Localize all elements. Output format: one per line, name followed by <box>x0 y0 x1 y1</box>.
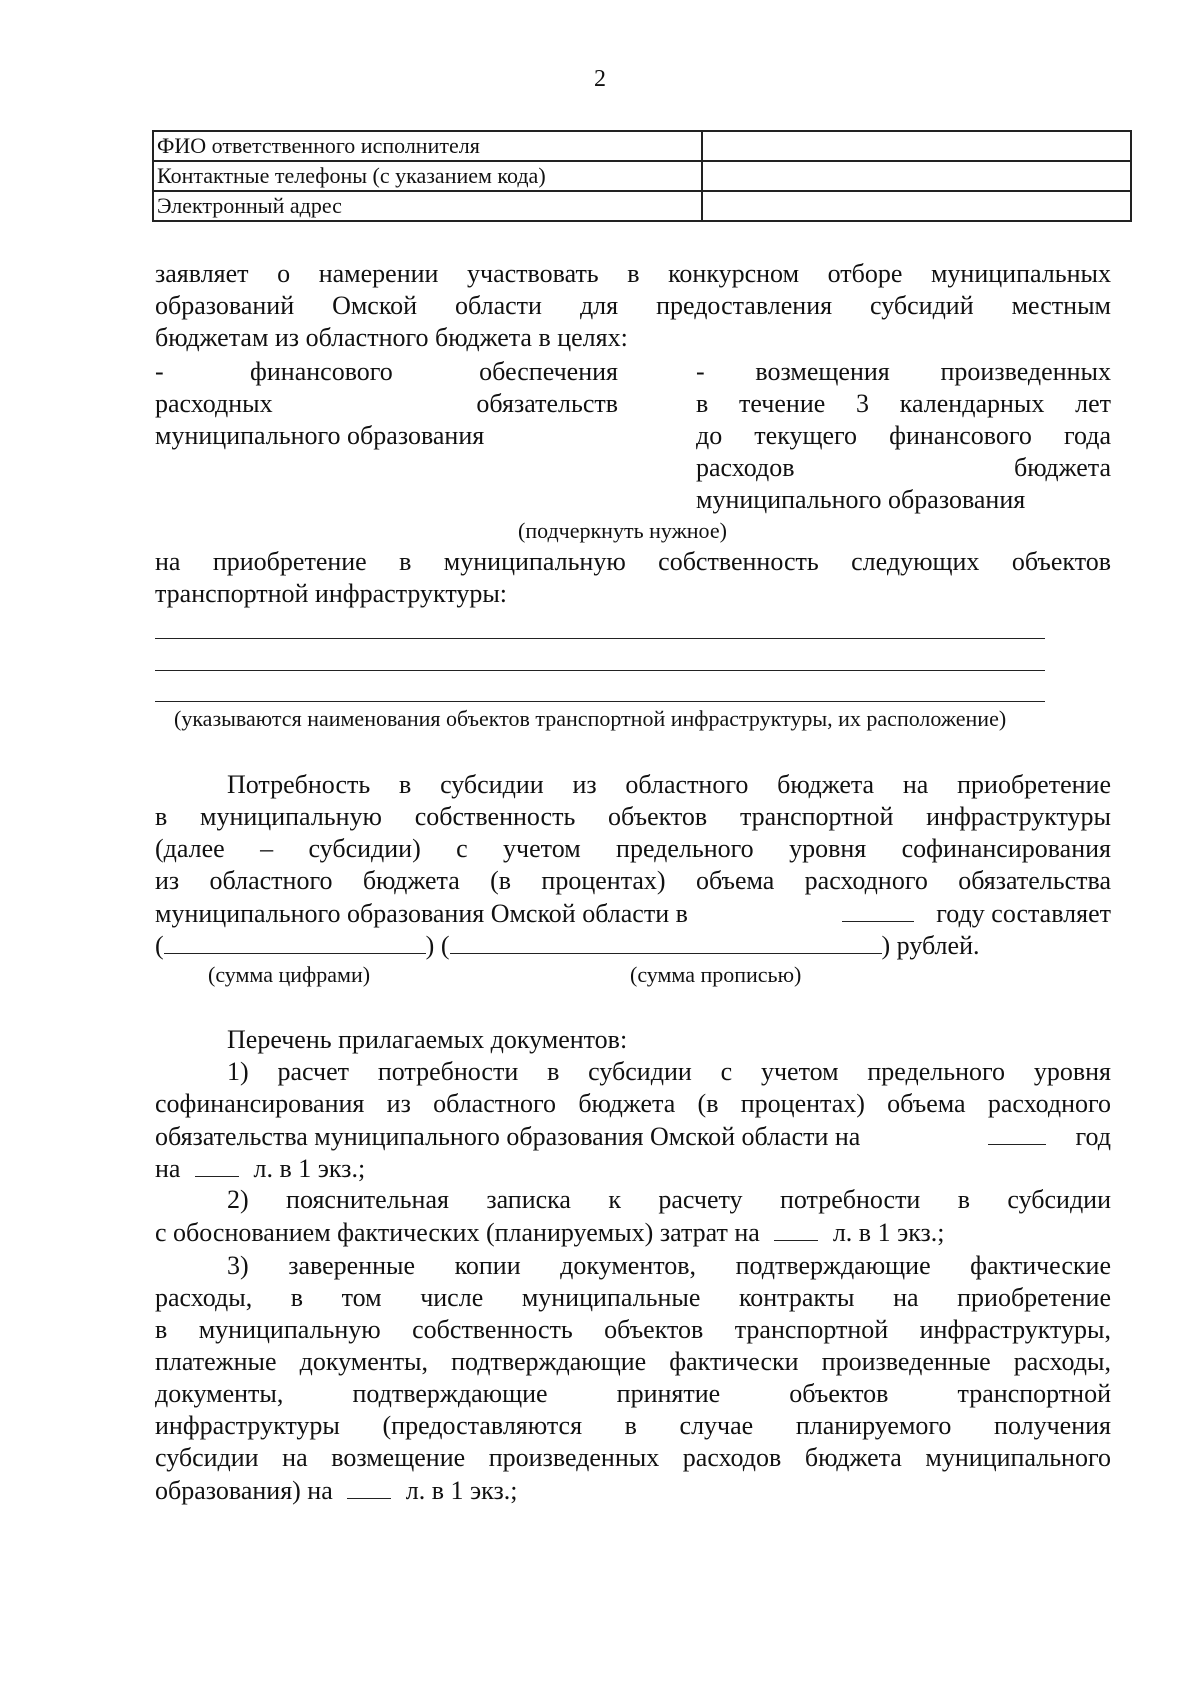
table-cell-label: Электронный адрес <box>153 191 702 221</box>
sum-words-blank[interactable] <box>450 929 882 954</box>
pages-blank[interactable] <box>195 1152 239 1177</box>
doc-item-line: 2) пояснительная записка к расчету потребности в субсидии <box>227 1185 1111 1214</box>
pages-blank[interactable] <box>347 1474 391 1499</box>
doc-item-line <box>155 1152 1111 1185</box>
option-right-line: муниципального образования <box>696 485 1026 514</box>
doc-item-line: субсидии на возмещение произведенных расходов бюджета муниципального <box>155 1443 1111 1472</box>
doc-item-line <box>155 1216 1111 1249</box>
intro-line: заявляет о намерении участвовать в конкурсном отборе муниципальных <box>155 259 1111 288</box>
doc-text: год <box>1075 1122 1111 1151</box>
table-row <box>153 161 1131 191</box>
need-line: из областного бюджета (в процентах) объема расходного обязательства <box>155 866 1111 895</box>
table-cell-value[interactable] <box>702 131 1131 161</box>
need-line: (далее – субсидии) с учетом предельного уровня софинансирования <box>155 834 1111 863</box>
contacts-table <box>152 130 1132 222</box>
table-row <box>153 191 1131 221</box>
underline-hint: (подчеркнуть нужное) <box>518 518 727 543</box>
table-row <box>153 131 1131 161</box>
need-text: муниципального образования Омской области в <box>155 899 688 928</box>
option-right-line: в течение 3 календарных лет <box>696 389 1111 418</box>
need-line: Потребность в субсидии из областного бюджета на приобретение <box>227 770 1111 799</box>
doc-text: с обоснованием фактических (планируемых) затрат на <box>155 1218 760 1247</box>
doc-item-line: в муниципальную собственность объектов транспортной инфраструктуры, <box>155 1315 1111 1344</box>
doc-item-line <box>155 1120 1111 1153</box>
intro-line: бюджетам из областного бюджета в целях: <box>155 323 628 352</box>
table-cell-value[interactable] <box>702 191 1131 221</box>
doc-item-line: софинансирования из областного бюджета (в процентах) объема расходного <box>155 1089 1111 1118</box>
doc-item-line <box>155 1474 1111 1507</box>
objects-line: транспортной инфраструктуры: <box>155 579 508 608</box>
doc-item-line: 1) расчет потребности в субсидии с учетом предельного уровня <box>227 1057 1111 1086</box>
need-line: в муниципальную собственность объектов транспортной инфраструктуры <box>155 802 1111 831</box>
doc-text: образования) на <box>155 1476 333 1505</box>
doc-item-line: 3) заверенные копии документов, подтверждающие фактические <box>227 1251 1111 1280</box>
option-left-line: муниципального образования <box>155 421 485 450</box>
intro-line: образований Омской области для предоставления субсидий местным <box>155 291 1111 320</box>
page-number: 2 <box>594 66 606 92</box>
table-cell-label: ФИО ответственного исполнителя <box>153 131 702 161</box>
doc-item-line: документы, подтверждающие принятие объектов транспортной <box>155 1379 1111 1408</box>
sum-line <box>155 929 1111 962</box>
year-blank[interactable] <box>988 1120 1046 1145</box>
doc-item-line: инфраструктуры (предоставляются в случае планируемого получения <box>155 1411 1111 1440</box>
table-cell-label: Контактные телефоны (с указанием кода) <box>153 161 702 191</box>
doc-item-line: расходы, в том числе муниципальные контракты на приобретение <box>155 1283 1111 1312</box>
fill-line[interactable] <box>155 670 1045 671</box>
objects-hint: (указываются наименования объектов транспортной инфраструктуры, их расположение) <box>174 706 1007 731</box>
rubles-label: ) рублей. <box>881 931 980 960</box>
option-left-line: расходных обязательств <box>155 389 618 418</box>
doc-text: обязательства муниципального образования Омской области на <box>155 1122 861 1151</box>
table-cell-value[interactable] <box>702 161 1131 191</box>
paren: ( <box>155 931 164 960</box>
option-right-line: - возмещения произведенных <box>696 357 1111 386</box>
fill-line[interactable] <box>155 638 1045 639</box>
doc-text: л. в 1 экз.; <box>253 1154 366 1183</box>
doc-text: л. в 1 экз.; <box>405 1476 518 1505</box>
doc-text: л. в 1 экз.; <box>832 1218 945 1247</box>
need-text: году составляет <box>936 899 1111 928</box>
year-blank[interactable] <box>842 897 914 922</box>
need-line <box>155 897 1111 930</box>
doc-item-line: платежные документы, подтверждающие фактически произведенные расходы, <box>155 1347 1111 1376</box>
pages-blank[interactable] <box>774 1216 818 1241</box>
option-right-line: расходов бюджета <box>696 453 1111 482</box>
option-left-line: - финансового обеспечения <box>155 357 618 386</box>
objects-line: на приобретение в муниципальную собственность следующих объектов <box>155 547 1111 576</box>
doc-text: на <box>155 1154 181 1183</box>
option-right-line: до текущего финансового года <box>696 421 1111 450</box>
fill-line[interactable] <box>155 701 1045 702</box>
docs-heading: Перечень прилагаемых документов: <box>227 1025 628 1054</box>
paren: ) ( <box>425 931 450 960</box>
sum-digits-blank[interactable] <box>164 929 426 954</box>
sum-digits-hint: (сумма цифрами) <box>208 962 371 987</box>
sum-words-hint: (сумма прописью) <box>630 962 802 987</box>
